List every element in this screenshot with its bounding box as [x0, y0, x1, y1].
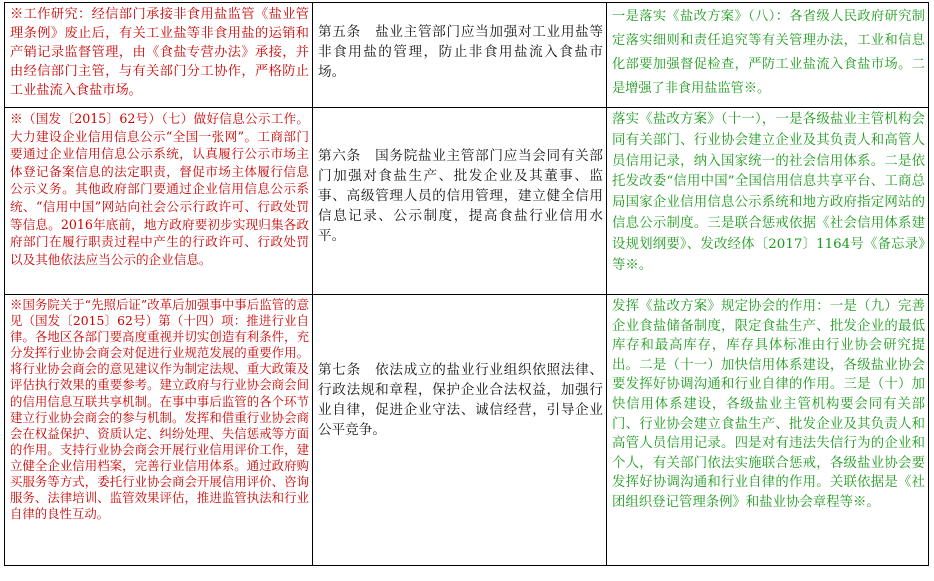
- article-text: 第六条 国务院盐业主管部门应当会同有关部门加强对食盐生产、批发企业及其董事、监事、高级管理人员的信用管理，建立健全信用信息记录、公示制度，提高食盐行业信用水平。: [318, 148, 603, 244]
- implementation-note-cell: [607, 295, 929, 566]
- research-note-cell: [5, 108, 313, 295]
- research-note-text: ※国务院关于“先照后证”改革后加强事中事后监管的意见（国发〔2015〕62号）第（十四）项：推进行业自律。各地区各部门要高度重视并切实创造有利条件，充分发挥行业协会商会对促进行业规范发展的重要作用。将行业协会商会的意见建议作为制定法规、重大政策及评估执行效果的重要参考。建立政府与行业协会商会间的信用信息互联共享机制。在事中事后监管的各个环节建立行业协会商会的参与机制。发挥和借重行业协会商会在权益保护、资质认定、纠纷处理、失信惩戒等方面的作用。支持行业协会商会开展行业信用评价工作，建立健全企业信用档案，完善行业信用体系。通过政府购买服务等方式，委托行业协会商会开展信用评价、咨询服务、法律培训、监管效果评估，推进监管执法和行业自律的良性互动。: [10, 297, 309, 522]
- research-note-cell: [5, 3, 313, 108]
- article-text: 第五条 盐业主管部门应当加强对工业用盐等非食用盐的管理，防止非食用盐流入食盐市场。: [318, 24, 603, 80]
- article-cell: [313, 295, 607, 566]
- implementation-note-text: 一是落实《盐改方案》（八）：各省级人民政府研究制定落实细则和责任追究等有关管理办法，工业和信息化部要加强督促检查，严防工业盐流入食盐市场。二是增强了非食用盐监管※。: [612, 9, 925, 96]
- implementation-note-text: 落实《盐改方案》（十一），一是各级盐业主管机构会同有关部门、行业协会建立企业及其负责人和高管人员信用记录，纳入国家统一的社会信用体系。二是依托发改委“信用中国”全国信用信息共享平台、工商总局国家企业信用信息公示系统和地方政府指定网站的信息公示制度。三是联合惩戒依据《社会信用体系建设规划纲要》、发改经体〔2017〕1164号《备忘录》等※。: [612, 112, 925, 273]
- regulation-comparison-table: [4, 2, 929, 566]
- research-note-cell: [5, 295, 313, 566]
- research-note-text: ※（国发〔2015〕62号）（七）做好信息公示工作。大力建设企业信用信息公示“全国一张网”。工商部门要通过企业信用信息公示系统，认真履行公示市场主体登记备案信息的法定职责，督促市场主体履行信息公示义务。其他政府部门要通过企业信用信息公示系统、“信用中国”网站向社会公示行政许可、行政处罚等信息。2016年底前，地方政府要初步实现归集各政府部门在履行职责过程中产生的行政许可、行政处罚以及其他依法应当公示的企业信息。: [10, 111, 309, 267]
- research-note-text: ※工作研究：经信部门承接非食用盐监管《盐业管理条例》废止后，有关工业盐等非食用盐的运销和产销记录监督管理，由《食盐专营办法》承接，并由经信部门主管，与有关部门分工协作，严格防止工业盐流入食盐市场。: [10, 7, 309, 98]
- article-cell: [313, 108, 607, 295]
- implementation-note-text: 发挥《盐改方案》规定协会的作用：一是（九）完善企业食盐储备制度，限定食盐生产、批发企业的最低库存和最高库存，库存具体标准由行业协会研究提出。二是（十一）加快信用体系建设，各级盐业协会要发挥好协调沟通和行业自律的作用。三是（十）加快信用体系建设，各级盐业主管机构要会同有关部门、行业协会建立食盐生产、批发企业及其负责人和高管人员信用记录。四是对有违法失信行为的企业和个人，有关部门依法实施联合惩戒，各级盐业协会要发挥好协调沟通和行业自律的作用。关联依据是《社团组织登记管理条例》和盐业协会章程等※。: [612, 299, 925, 510]
- table-row: [5, 3, 929, 108]
- table-row: [5, 295, 929, 566]
- article-text: 第七条 依法成立的盐业行业组织依照法律、行政法规和章程，保护企业合法权益，加强行业自律，促进企业守法、诚信经营，引导企业公平竞争。: [318, 362, 603, 438]
- article-cell: [313, 3, 607, 108]
- implementation-note-cell: [607, 3, 929, 108]
- table-row: [5, 108, 929, 295]
- implementation-note-cell: [607, 108, 929, 295]
